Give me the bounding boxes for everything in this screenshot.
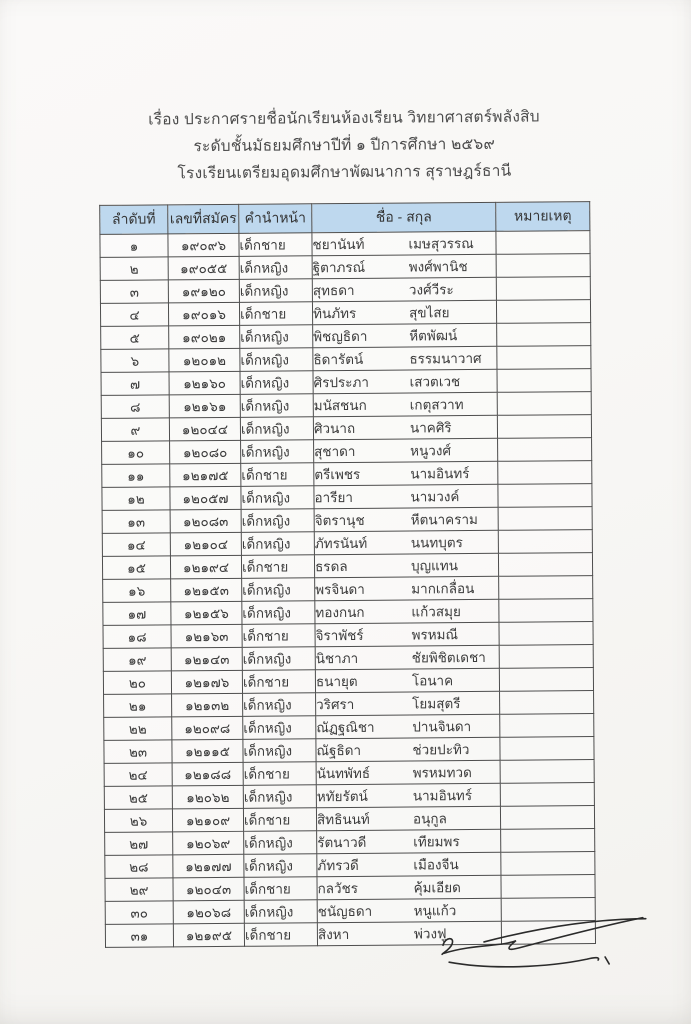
cell-prefix: เด็กชาย	[243, 762, 316, 786]
col-header-remark: หมายเหตุ	[496, 202, 590, 232]
cell-remark	[498, 553, 592, 577]
first-name: ฐิตาภรณ์	[312, 259, 366, 276]
cell-remark	[498, 438, 592, 462]
first-name: ณัฐธิดา	[316, 742, 362, 759]
last-name: นามวงค์	[410, 489, 460, 505]
doc-title-line3: โรงเรียนเตรียมอุดมศึกษาพัฒนาการ สุราษฎร์ธานี	[177, 162, 512, 183]
cell-fullname	[317, 852, 501, 876]
last-name: อนุกูล	[412, 811, 447, 827]
cell-prefix: เด็กหญิง	[240, 417, 313, 441]
first-name: ธรดล	[314, 558, 348, 575]
cell-remark	[497, 392, 591, 416]
cell-prefix: เด็กหญิง	[240, 325, 313, 349]
cell-remark	[497, 346, 591, 370]
cell-remark	[500, 760, 594, 784]
first-name: จิตรานุช	[314, 512, 365, 529]
first-name: พิชญธิดา	[313, 328, 368, 345]
cell-application-no: ๑๒๑๐๔	[170, 532, 241, 556]
cell-remark	[500, 806, 594, 830]
cell-fullname	[315, 576, 499, 600]
cell-prefix: เด็กหญิง	[242, 578, 315, 602]
cell-remark	[496, 300, 590, 324]
first-name: นิชาภา	[315, 650, 359, 667]
cell-application-no: ๑๒๑๕๓	[171, 578, 242, 602]
last-name: เมษสุวรรณ	[408, 235, 474, 252]
cell-order-no: ๑๓	[102, 510, 170, 534]
last-name: พ่วงฟู	[413, 926, 447, 942]
cell-fullname	[315, 599, 499, 623]
student-table	[99, 201, 596, 948]
col-header-application-no: เลขที่สมัคร	[168, 204, 239, 234]
cell-remark	[500, 783, 594, 807]
cell-fullname	[316, 714, 500, 738]
cell-prefix: เด็กหญิง	[242, 647, 315, 671]
first-name: สิงหา	[317, 926, 350, 943]
cell-fullname	[313, 369, 497, 393]
last-name: โอนาค	[411, 673, 454, 689]
first-name: วริศรา	[316, 696, 355, 713]
cell-order-no: ๑๐	[102, 441, 170, 465]
first-name: ทองกนก	[315, 604, 365, 621]
cell-prefix: เด็กหญิง	[243, 716, 316, 740]
last-name: ธรรมนาวาศ	[409, 350, 482, 367]
cell-fullname	[314, 553, 498, 577]
cell-fullname	[312, 254, 496, 278]
last-name: ชัยพิชิตเดชา	[411, 649, 486, 666]
col-header-prefix: คำนำหน้า	[239, 204, 312, 234]
cell-application-no: ๑๒๑๑๕	[172, 739, 243, 763]
cell-application-no: ๑๒๑๔๓	[171, 647, 242, 671]
cell-fullname	[312, 300, 496, 324]
cell-application-no: ๑๒๐๙๘	[172, 716, 243, 740]
cell-order-no: ๑๔	[102, 533, 170, 557]
first-name: กลวัชร	[317, 880, 359, 897]
student-table-body	[100, 231, 596, 948]
cell-application-no: ๑๒๑๗๕	[170, 463, 241, 487]
cell-prefix: เด็กหญิง	[242, 601, 315, 625]
first-name: ชยานันท์	[312, 236, 365, 253]
cell-order-no: ๑๒	[102, 487, 170, 511]
cell-prefix: เด็กหญิง	[241, 532, 314, 556]
cell-prefix: เด็กชาย	[242, 624, 315, 648]
cell-fullname	[316, 760, 500, 784]
first-name: ตรีเพชร	[314, 466, 361, 483]
col-header-order-no: ลำดับที่	[100, 205, 168, 235]
cell-remark	[501, 875, 595, 899]
cell-order-no: ๓๑	[105, 924, 173, 948]
last-name: เทียมพร	[413, 834, 460, 850]
cell-application-no: ๑๒๐๔๔	[169, 417, 240, 441]
cell-prefix: เด็กหญิง	[241, 509, 314, 533]
cell-fullname	[313, 392, 497, 416]
cell-remark	[497, 369, 591, 393]
cell-remark	[501, 852, 595, 876]
first-name: ภัทรวดี	[317, 857, 359, 874]
first-name: รัตนาวดี	[317, 834, 367, 851]
cell-order-no: ๑๘	[103, 625, 171, 649]
cell-remark	[499, 599, 593, 623]
cell-remark	[497, 323, 591, 347]
cell-order-no: ๓๐	[105, 901, 173, 925]
cell-application-no: ๑๒๑๓๒	[172, 693, 243, 717]
cell-order-no: ๒๙	[105, 878, 173, 902]
table-header-row	[100, 202, 590, 235]
cell-remark	[496, 277, 590, 301]
cell-prefix: เด็กหญิง	[239, 279, 312, 303]
cell-order-no: ๒๑	[104, 694, 172, 718]
last-name: โยมสุตรี	[412, 696, 461, 712]
cell-prefix: เด็กหญิง	[244, 900, 317, 924]
cell-prefix: เด็กหญิง	[240, 371, 313, 395]
cell-order-no: ๘	[101, 395, 169, 419]
cell-application-no: ๑๒๑๙๕	[173, 923, 244, 947]
cell-order-no: ๑๕	[102, 556, 170, 580]
cell-prefix: เด็กหญิง	[241, 440, 314, 464]
first-name: พรจินดา	[315, 581, 365, 598]
cell-prefix: เด็กชาย	[239, 302, 312, 326]
cell-prefix: เด็กหญิง	[241, 486, 314, 510]
last-name: มากเกลื่อน	[411, 580, 475, 597]
cell-prefix: เด็กหญิง	[243, 739, 316, 763]
cell-application-no: ๑๒๑๘๘	[172, 762, 243, 786]
last-name: สุขไสย	[408, 305, 450, 321]
last-name: บุญแทน	[410, 558, 458, 574]
cell-fullname	[316, 691, 500, 715]
cell-prefix: เด็กชาย	[239, 233, 312, 257]
last-name: นาคศิริ	[409, 420, 452, 436]
cell-application-no: ๑๙๐๑๖	[168, 302, 239, 326]
cell-fullname	[313, 323, 497, 347]
last-name: นามอินทร์	[410, 466, 470, 482]
cell-application-no: ๑๙๑๒๐	[168, 279, 239, 303]
cell-fullname	[316, 737, 500, 761]
cell-application-no: ๑๙๐๕๕	[168, 256, 239, 280]
cell-prefix: เด็กหญิง	[243, 785, 316, 809]
cell-application-no: ๑๙๐๙๖	[168, 233, 239, 257]
cell-prefix: เด็กชาย	[244, 923, 317, 947]
cell-order-no: ๒๔	[104, 763, 172, 787]
cell-remark	[498, 461, 592, 485]
cell-order-no: ๒	[100, 257, 168, 281]
cell-application-no: ๑๒๐๑๒	[169, 348, 240, 372]
last-name: พงศ์พานิช	[408, 259, 468, 275]
cell-order-no: ๑๙	[103, 648, 171, 672]
cell-order-no: ๖	[101, 349, 169, 373]
cell-order-no: ๒๒	[104, 717, 172, 741]
cell-fullname	[312, 277, 496, 301]
cell-fullname	[317, 875, 501, 899]
first-name: อารียา	[314, 489, 353, 506]
cell-remark	[498, 484, 592, 508]
first-name: ทินภัทร	[312, 305, 357, 322]
last-name: เกตุสวาท	[409, 397, 464, 413]
cell-fullname	[314, 461, 498, 485]
cell-fullname	[315, 622, 499, 646]
cell-order-no: ๒๐	[103, 671, 171, 695]
cell-remark	[498, 530, 592, 554]
cell-remark	[500, 714, 594, 738]
cell-order-no: ๑๗	[103, 602, 171, 626]
cell-fullname	[314, 530, 498, 554]
cell-fullname	[314, 438, 498, 462]
first-name: ธิดารัตน์	[313, 351, 364, 368]
last-name: พรหมณี	[411, 627, 459, 643]
cell-prefix: เด็กหญิง	[244, 854, 317, 878]
last-name: เสวตเวช	[409, 374, 461, 390]
first-name: สุชาดา	[314, 443, 356, 460]
cell-fullname	[316, 783, 500, 807]
last-name: ช่วยปะทิว	[412, 742, 470, 758]
cell-prefix: เด็กหญิง	[240, 348, 313, 372]
doc-title-line2: ระดับชั้นมัธยมศึกษาปีที่ ๑ ปีการศึกษา ๒๕๖๙	[193, 135, 496, 156]
cell-order-no: ๒๖	[104, 809, 172, 833]
first-name: สิทธินนท์	[316, 811, 370, 828]
cell-application-no: ๑๒๐๕๗	[170, 486, 241, 510]
cell-remark	[500, 691, 594, 715]
cell-order-no: ๒๕	[104, 786, 172, 810]
cell-prefix: เด็กชาย	[244, 877, 317, 901]
cell-remark	[499, 668, 593, 692]
cell-application-no: ๑๒๐๖๘	[173, 900, 244, 924]
last-name: หนูวงศ์	[410, 443, 452, 459]
last-name: แก้วสมุย	[411, 604, 461, 620]
cell-order-no: ๕	[101, 326, 169, 350]
first-name: ชนัญธดา	[317, 903, 373, 920]
cell-remark	[496, 254, 590, 278]
cell-remark	[500, 737, 594, 761]
cell-order-no: ๙	[101, 418, 169, 442]
cell-remark	[499, 622, 593, 646]
signature-scribble	[429, 916, 652, 992]
last-name: พรหมทวด	[412, 765, 472, 781]
cell-fullname	[313, 346, 497, 370]
title-block	[0, 102, 690, 188]
cell-remark	[497, 415, 591, 439]
cell-prefix: เด็กหญิง	[243, 693, 316, 717]
cell-application-no: ๑๒๐๔๓	[173, 877, 244, 901]
doc-title-line1: เรื่อง ประกาศรายชื่อนักเรียนห้องเรียน วิทยาศาสตร์พลังสิบ	[148, 108, 540, 129]
cell-order-no: ๑	[100, 234, 168, 258]
cell-application-no: ๑๒๑๗๗	[173, 854, 244, 878]
cell-order-no: ๒๘	[105, 855, 173, 879]
cell-application-no: ๑๙๐๒๑	[169, 325, 240, 349]
first-name: ศิวนาถ	[313, 420, 356, 437]
cell-fullname	[315, 668, 499, 692]
cell-remark	[496, 231, 590, 255]
cell-fullname	[317, 829, 501, 853]
first-name: ภัทรนันท์	[314, 535, 368, 552]
first-name: ศิรประภา	[313, 374, 370, 391]
cell-application-no: ๑๒๑๖๐	[169, 371, 240, 395]
last-name: หีตพัฒน์	[409, 328, 458, 344]
cell-remark	[498, 507, 592, 531]
cell-prefix: เด็กชาย	[241, 463, 314, 487]
cell-prefix: เด็กชาย	[243, 808, 316, 832]
last-name: วงศ์วีระ	[408, 282, 454, 298]
cell-order-no: ๔	[100, 303, 168, 327]
first-name: มนัสชนก	[313, 397, 367, 414]
cell-order-no: ๒๓	[104, 740, 172, 764]
cell-remark	[499, 576, 593, 600]
cell-prefix: เด็กชาย	[241, 555, 314, 579]
cell-remark	[499, 645, 593, 669]
cell-fullname	[312, 231, 496, 255]
cell-fullname	[314, 507, 498, 531]
last-name: เมืองจีน	[413, 857, 459, 873]
last-name: คุ้มเอียด	[413, 880, 461, 896]
cell-application-no: ๑๒๐๘๓	[170, 509, 241, 533]
first-name: ธนายุต	[315, 673, 358, 690]
cell-fullname	[314, 484, 498, 508]
cell-remark	[501, 829, 595, 853]
cell-order-no: ๓	[100, 280, 168, 304]
cell-application-no: ๑๒๐๖๙	[173, 831, 244, 855]
last-name: หีตนาคราม	[410, 511, 478, 528]
cell-application-no: ๑๒๑๕๖	[171, 601, 242, 625]
cell-application-no: ๑๒๑๙๔	[170, 555, 241, 579]
cell-prefix: เด็กหญิง	[240, 394, 313, 418]
first-name: สุทธดา	[312, 282, 355, 299]
last-name: หนูแก้ว	[413, 903, 457, 919]
first-name: หทัยรัตน์	[316, 788, 368, 805]
cell-application-no: ๑๒๐๘๐	[170, 440, 241, 464]
cell-order-no: ๑๖	[103, 579, 171, 603]
cell-fullname	[316, 806, 500, 830]
last-name: นามอินทร์	[412, 788, 473, 804]
cell-fullname	[313, 415, 497, 439]
cell-prefix: เด็กชาย	[242, 670, 315, 694]
first-name: นันทพัทธ์	[316, 765, 371, 782]
last-name: ปานจินดา	[412, 719, 472, 735]
cell-application-no: ๑๒๐๖๒	[172, 785, 243, 809]
first-name: จิราพัชร์	[315, 627, 364, 644]
cell-order-no: ๗	[101, 372, 169, 396]
cell-fullname	[315, 645, 499, 669]
cell-prefix: เด็กหญิง	[244, 831, 317, 855]
last-name: นนทบุตร	[410, 535, 463, 551]
cell-order-no: ๒๗	[105, 832, 173, 856]
cell-order-no: ๑๑	[102, 464, 170, 488]
cell-prefix: เด็กหญิง	[239, 256, 312, 280]
cell-application-no: ๑๒๑๗๖	[171, 670, 242, 694]
cell-application-no: ๑๒๑๐๙	[172, 808, 243, 832]
cell-application-no: ๑๒๑๖๑	[169, 394, 240, 418]
first-name: ณัฏฐณิชา	[316, 719, 375, 736]
col-header-fullname: ชื่อ - สกุล	[312, 202, 496, 232]
cell-application-no: ๑๒๑๖๓	[171, 624, 242, 648]
